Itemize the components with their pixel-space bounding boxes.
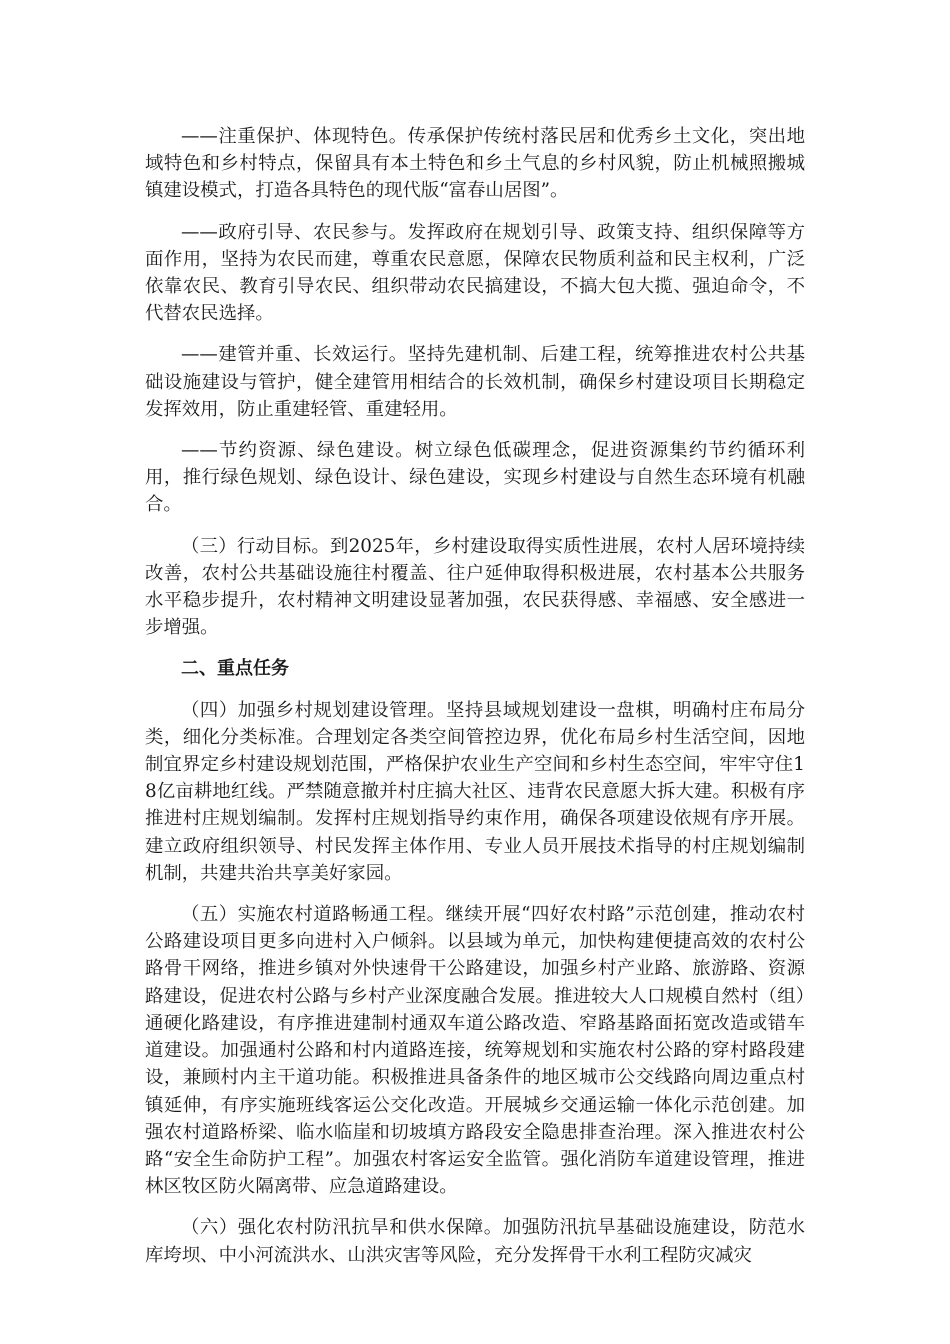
document-body [145,123,805,1283]
principle-paragraph-government: ——政府引导、农民参与。发挥政府在规划引导、政策支持、组织保障等方面作用，坚持为农民而建，尊重农民意愿，保障农民物质利益和民主权利，广泛依靠农民、教育引导农民、组织带动农民搞建设，不搞大包大揽、强迫命令，不代替农民选择。 [145,221,805,325]
section-heading: 二、重点任务 [181,658,289,680]
principle-paragraph-protection: ——注重保护、体现特色。传承保护传统村落民居和优秀乡土文化，突出地域特色和乡村特点，保留具有本土特色和乡土气息的乡村风貌，防止机械照搬城镇建设模式，打造各具特色的现代版“富春山居图”。 [145,126,805,202]
task-paragraph-planning: （四）加强乡村规划建设管理。坚持县域规划建设一盘棋，明确村庄布局分类，细化分类标准。合理划定各类空间管控边界，优化布局乡村生活空间，因地制宜界定乡村建设规划范围，严格保护农业生产空间和乡村生态空间，牢牢守住18亿亩耕地红线。严禁随意撤并村庄搞大社区、违背农民意愿大拆大建。积极有序推进村庄规划编制。发挥村庄规划指导约束作用，确保各项建设依规有序开展。建立政府组织领导、村民发挥主体作用、专业人员开展技术指导的村庄规划编制机制，共建共治共享美好家园。 [145,699,805,884]
principle-paragraph-management: ——建管并重、长效运行。坚持先建机制、后建工程，统筹推进农村公共基础设施建设与管护，健全建管用相结合的长效机制，确保乡村建设项目长期稳定发挥效用，防止重建轻管、重建轻用。 [145,344,805,420]
task-paragraph-roads: （五）实施农村道路畅通工程。继续开展“四好农村路”示范创建，推动农村公路建设项目更多向进村入户倾斜。以县域为单元，加快构建便捷高效的农村公路骨干网络，推进乡镇对外快速骨干公路建设，加强乡村产业路、旅游路、资源路建设，促进农村公路与乡村产业深度融合发展。推进较大人口规模自然村（组）通硬化路建设，有序推进建制村通双车道公路改造、窄路基路面拓宽改造或错车道建设。加强通村公路和村内道路连接，统筹规划和实施农村公路的穿村路段建设，兼顾村内主干道功能。积极推进具备条件的地区城市公交线路向周边重点村镇延伸，有序实施班线客运公交化改造。开展城乡交通运输一体化示范创建。加强农村道路桥梁、临水临崖和切坡填方路段安全隐患排查治理。深入推进农村公路“安全生命防护工程”。加强农村客运安全监管。强化消防车道建设管理，推进林区牧区防火隔离带、应急道路建设。 [145,904,805,1198]
task-paragraph-flood-water: （六）强化农村防汛抗旱和供水保障。加强防汛抗旱基础设施建设，防范水库垮坝、中小河流洪水、山洪灾害等风险，充分发挥骨干水利工程防灾减灾 [145,1217,805,1266]
principle-paragraph-resources: ——节约资源、绿色建设。树立绿色低碳理念，促进资源集约节约循环利用，推行绿色规划、绿色设计、绿色建设，实现乡村建设与自然生态环境有机融合。 [145,440,805,516]
action-goal-paragraph: （三）行动目标。到2025年，乡村建设取得实质性进展，农村人居环境持续改善，农村公共基础设施往村覆盖、往户延伸取得积极进展，农村基本公共服务水平稳步提升，农村精神文明建设显著加强，农民获得感、幸福感、安全感进一步增强。 [145,535,805,639]
